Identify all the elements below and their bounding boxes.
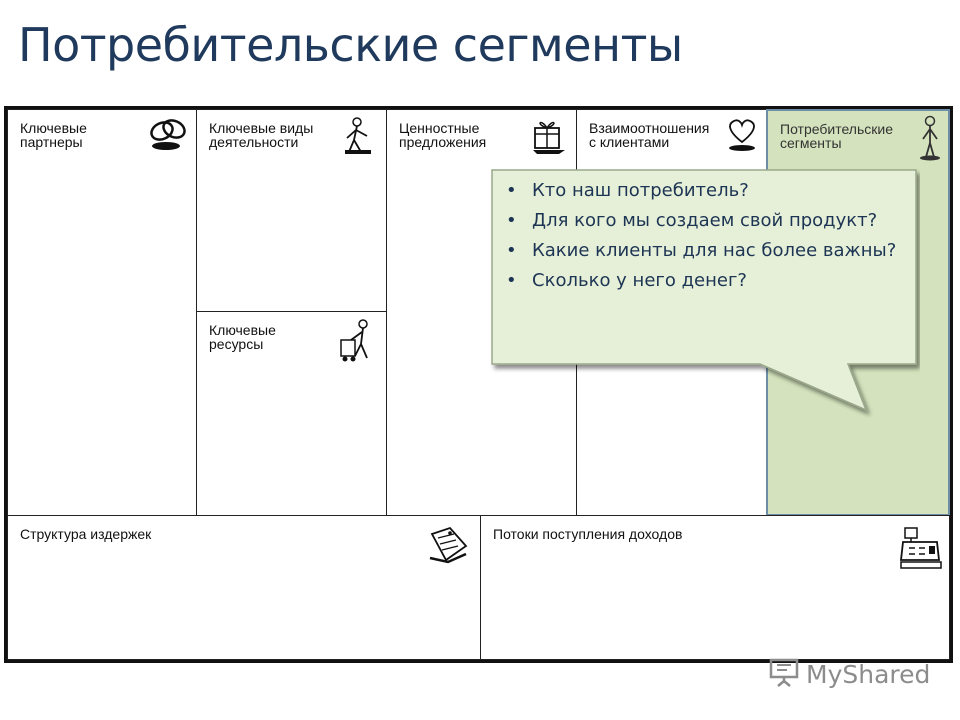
watermark-text: MyShared xyxy=(806,659,931,689)
cell-key-resources xyxy=(196,311,387,516)
callout-question: • Какие клиенты для нас более важны? xyxy=(502,236,914,266)
cell-cost-structure xyxy=(7,515,481,660)
hand-truck-worker-icon xyxy=(339,318,375,362)
callout-question-list xyxy=(502,176,914,296)
price-tag-icon xyxy=(426,524,470,564)
callout-question: • Для кого мы создаем свой продукт? xyxy=(502,206,914,236)
gift-box-icon xyxy=(529,114,569,156)
callout-bubble xyxy=(490,168,920,418)
value-propositions-label: Ценностные предложения xyxy=(399,120,487,150)
callout-question: • Кто наш потребитель? xyxy=(502,176,914,206)
page-title: Потребительские сегменты xyxy=(18,18,683,72)
cash-register-icon xyxy=(899,524,943,572)
key-partners-label: Ключевые партнеры xyxy=(20,120,87,150)
cell-key-activities xyxy=(196,109,387,312)
customer-relationships-label: Взаимоотношения с клиентами xyxy=(589,120,710,150)
callout-question: • Сколько у него денег? xyxy=(502,266,914,296)
cost-structure-label: Структура издержек xyxy=(20,526,152,542)
watermark xyxy=(768,656,930,692)
heart-icon xyxy=(725,116,759,152)
person-icon xyxy=(918,115,944,161)
key-activities-label: Ключевые виды деятельности xyxy=(209,120,314,150)
chain-links-icon xyxy=(146,116,190,152)
presentation-screen-icon xyxy=(768,656,800,693)
worker-icon xyxy=(341,116,375,156)
cell-revenue-streams xyxy=(480,515,950,660)
customer-segments-label: Потребительские сегменты xyxy=(780,121,893,151)
revenue-streams-label: Потоки поступления доходов xyxy=(493,526,683,542)
key-resources-label: Ключевые ресурсы xyxy=(209,322,276,352)
cell-key-partners xyxy=(7,109,197,516)
